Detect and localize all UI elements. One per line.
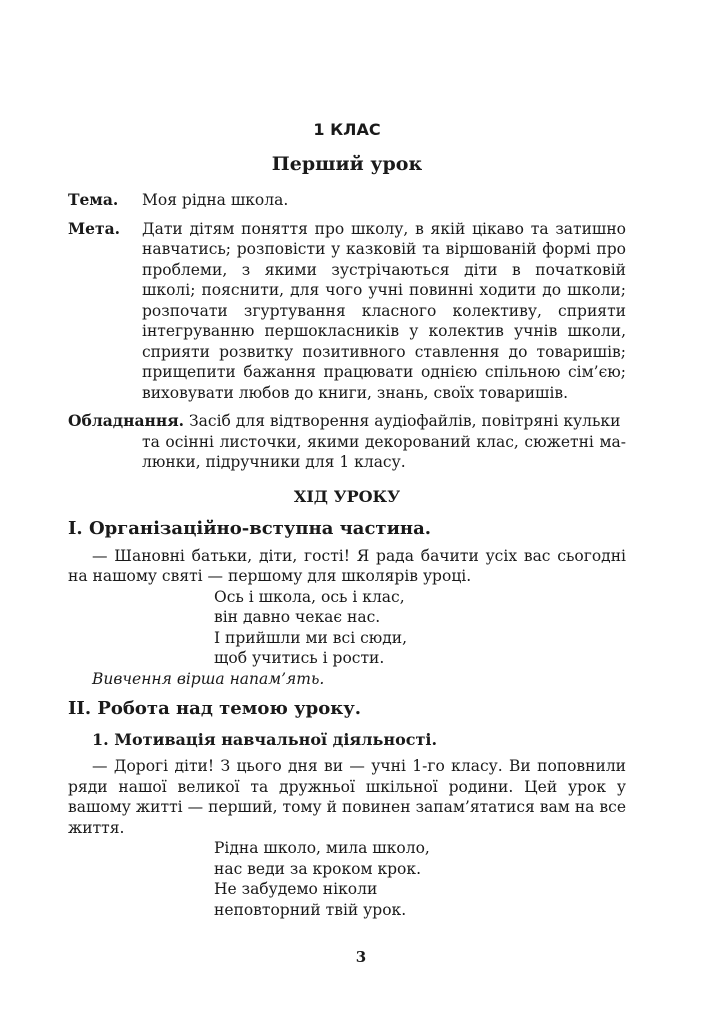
poem-line: він давно чекає нас. bbox=[214, 608, 381, 626]
poem-line: І прийшли ми всі сюди, bbox=[214, 628, 408, 647]
equipment-label: Обладнання. bbox=[68, 411, 185, 430]
section2-paragraph: — Дорогі діти! З цього дня ви — учні 1-го класу. Ви поповнили ряди нашої великої та дружньої шкільної родини. Цей урок у вашому житті — перший, тому й повинен запам’ятатися вам на все життя. bbox=[68, 757, 626, 837]
topic-field bbox=[68, 190, 626, 211]
topic-label: Тема. bbox=[68, 190, 119, 209]
equipment-field bbox=[68, 411, 626, 473]
equipment-value-first: Засіб для відтворення аудіофайлів, повітряні кульки bbox=[184, 412, 621, 430]
poem-line: щоб учитись і рости. bbox=[214, 649, 385, 667]
lesson-title: Перший урок bbox=[271, 153, 423, 175]
page-number: 3 bbox=[355, 948, 367, 966]
topic-value: Моя рідна школа. bbox=[142, 191, 289, 209]
goal-value: Дати дітям поняття про школу, в якій цікаво та затишно навчатись; розповісти у казковій та віршованій формі про проблеми, з якими зустрічаються діти в початковій школі; пояснити, для чого учні повинні ходити до школи; розпочати згуртування класного колективу, сприяти інтегруванню першокласників у колектив учнів школи, сприяти розвитку позитивного ставлення до товаришів; прищепити бажання працювати однією спільною сім’єю; виховувати любов до книги, знань, своїх товаришів. bbox=[142, 219, 626, 402]
lesson-flow-title: ХІД УРОКУ bbox=[293, 486, 401, 506]
section2-subtitle: 1. Мотивація навчальної діяльності. bbox=[92, 729, 438, 749]
goal-label: Мета. bbox=[68, 218, 121, 238]
section2-title: ІІ. Робота над темою уроку. bbox=[68, 698, 361, 719]
poem-line: Не забудемо ніколи bbox=[214, 880, 378, 898]
poem-line: нас веди за кроком крок. bbox=[214, 859, 422, 878]
section1-poem bbox=[68, 587, 626, 669]
grade-heading: 1 КЛАС bbox=[313, 120, 381, 139]
poem-line: Ось і школа, ось і клас, bbox=[214, 587, 405, 606]
section1-title: І. Організаційно-вступна частина. bbox=[68, 518, 432, 539]
page-content bbox=[68, 110, 626, 920]
section2-poem bbox=[68, 838, 626, 920]
goal-field bbox=[68, 219, 626, 404]
poem-line: неповторний твій урок. bbox=[214, 900, 407, 919]
poem-line: Рідна школо, мила школо, bbox=[214, 839, 430, 857]
section1-note: Вивчення вірша напам’ять. bbox=[92, 669, 325, 688]
section1-paragraph: — Шановні батьки, діти, гості! Я рада бачити усіх вас сьогодні на нашому святі — першому для школярів уроці. bbox=[68, 546, 626, 585]
equipment-value-rest: та осінні листочки, якими декорований клас, сюжетні малюнки, підручники для 1 класу. bbox=[142, 432, 626, 471]
